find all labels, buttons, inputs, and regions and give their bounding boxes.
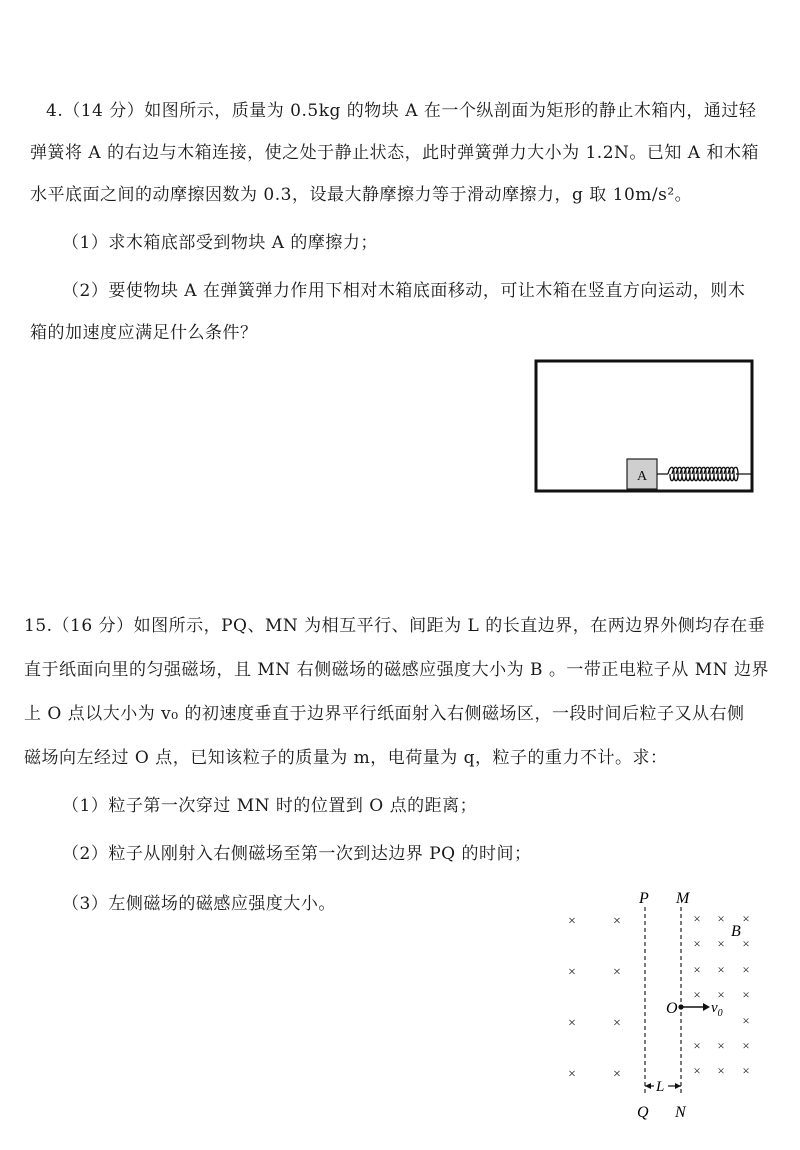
right-field bbox=[693, 911, 749, 1078]
field-cross: × bbox=[693, 1063, 701, 1078]
field-cross: × bbox=[742, 911, 750, 926]
field-cross: × bbox=[742, 987, 750, 1002]
velocity-arrow-head bbox=[703, 1003, 710, 1011]
q14-line-2: 弹簧将 A 的右边与木箱连接，使之处于静止状态，此时弹簧弹力大小为 1.2N。已知 A 和木箱 bbox=[30, 143, 759, 163]
label-l: L bbox=[656, 1079, 665, 1095]
q14-sub-2-line-1: （2）要使物块 A 在弹簧弹力作用下相对木箱底面移动，可让木箱在竖直方向运动，则木 bbox=[62, 281, 746, 301]
field-cross: × bbox=[742, 1038, 750, 1053]
field-cross: × bbox=[717, 987, 725, 1002]
field-cross: × bbox=[742, 1063, 750, 1078]
field-cross: × bbox=[742, 936, 750, 951]
q15-sub-2: （2）粒子从刚射入右侧磁场至第一次到达边界 PQ 的时间； bbox=[62, 844, 532, 864]
label-n: N bbox=[675, 1104, 686, 1121]
q15-line-3: 上 O 点以大小为 v₀ 的初速度垂直于边界平行纸面射入右侧磁场区，一段时间后粒子又从右侧 bbox=[24, 704, 745, 724]
spring bbox=[657, 467, 752, 481]
left-field bbox=[568, 914, 621, 1082]
q14-text-1: 如图所示，质量为 0.5kg 的物块 A 在一个纵剖面为矩形的静止木箱内，通过轻 bbox=[144, 101, 757, 121]
q15-line-4: 磁场向左经过 O 点，已知该粒子的质量为 m，电荷量为 q，粒子的重力不计。求： bbox=[24, 748, 668, 768]
field-cross: × bbox=[742, 962, 750, 977]
dimension-arrow-right bbox=[675, 1083, 681, 1089]
field-cross: × bbox=[717, 962, 725, 977]
q15-line-1 bbox=[24, 611, 765, 636]
label-o: O bbox=[666, 1000, 678, 1017]
field-cross: × bbox=[693, 962, 701, 977]
field-cross: × bbox=[568, 965, 576, 980]
label-p: P bbox=[639, 890, 649, 907]
q15-text-1: 如图所示，PQ、MN 为相互平行、间距为 L 的长直边界，在两边界外侧均存在垂 bbox=[133, 616, 766, 636]
q15-sub-1: （1）粒子第一次穿过 MN 时的位置到 O 点的距离； bbox=[62, 796, 478, 816]
field-cross: × bbox=[613, 1016, 621, 1031]
label-v0: $v_0$ bbox=[711, 1000, 723, 1019]
q14-line-1 bbox=[46, 96, 756, 121]
field-cross: × bbox=[693, 1038, 701, 1053]
q15-sub-3: （3）左侧磁场的磁感应强度大小。 bbox=[62, 894, 336, 914]
q14-sub-2-line-2: 箱的加速度应满足什么条件？ bbox=[30, 323, 258, 343]
label-m: M bbox=[676, 890, 690, 907]
label-b: B bbox=[731, 923, 741, 940]
field-cross: × bbox=[613, 1067, 621, 1082]
field-cross: × bbox=[717, 936, 725, 951]
q15-line-2: 直于纸面向里的匀强磁场，且 MN 右侧磁场的磁感应强度大小为 B 。一带正电粒子从 MN 边界 bbox=[24, 660, 769, 680]
dimension-arrow-left bbox=[645, 1083, 651, 1089]
q15-figure bbox=[550, 885, 780, 1130]
field-cross: × bbox=[613, 914, 621, 929]
field-cross: × bbox=[717, 1063, 725, 1078]
block-a-label: A bbox=[636, 469, 648, 484]
field-cross: × bbox=[693, 987, 701, 1002]
q15-header: 15.（16 分） bbox=[24, 616, 134, 636]
field-cross: × bbox=[742, 1013, 750, 1028]
field-cross: × bbox=[568, 914, 576, 929]
field-cross: × bbox=[717, 1038, 725, 1053]
field-cross: × bbox=[717, 911, 725, 926]
label-q: Q bbox=[637, 1104, 649, 1121]
q14-sub-1: （1）求木箱底部受到物块 A 的摩擦力； bbox=[62, 233, 378, 253]
field-cross: × bbox=[693, 936, 701, 951]
field-cross: × bbox=[693, 911, 701, 926]
q14-figure bbox=[530, 355, 760, 497]
field-cross: × bbox=[613, 965, 621, 980]
q14-line-3: 水平底面之间的动摩擦因数为 0.3，设最大静摩擦力等于滑动摩擦力，g 取 10m/s²。 bbox=[30, 185, 693, 205]
q14-header: 4.（14 分） bbox=[46, 101, 145, 121]
field-cross: × bbox=[568, 1016, 576, 1031]
field-cross: × bbox=[568, 1067, 576, 1082]
